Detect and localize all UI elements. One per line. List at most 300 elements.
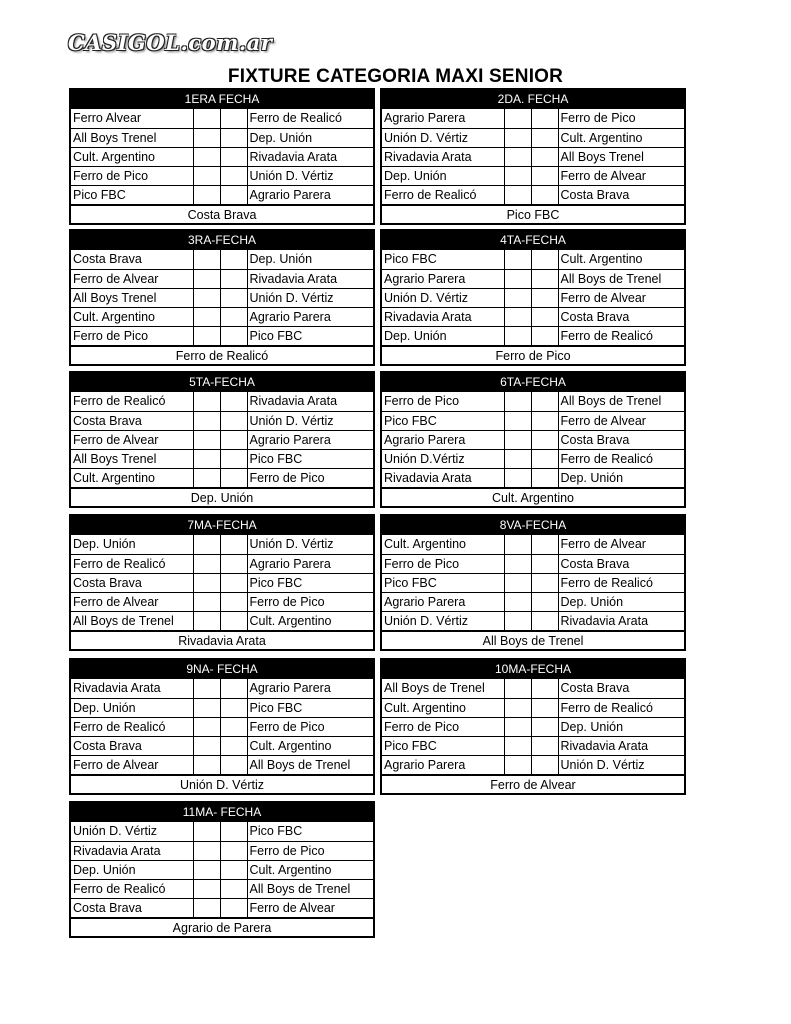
away-team: Ferro de Realicó [247,109,373,128]
away-score-cell [531,755,558,774]
home-team: Ferro de Pico [71,326,193,345]
away-team: Dep. Unión [558,592,684,611]
home-team: Ferro de Realicó [382,185,504,204]
away-team: Cult. Argentino [247,860,373,879]
home-score-cell [504,554,531,573]
away-score-cell [220,611,247,630]
away-score-cell [531,611,558,630]
away-team: Cult. Argentino [247,736,373,755]
away-team: Ferro de Pico [247,841,373,860]
fecha-header: 5TA-FECHA [71,373,373,392]
match-row [382,573,684,592]
home-score-cell [504,611,531,630]
away-score-cell [531,166,558,185]
away-score-cell [531,411,558,430]
away-team: Dep. Unión [558,468,684,487]
away-score-cell [220,592,247,611]
home-team: Pico FBC [382,250,504,269]
home-team: Cult. Argentino [71,468,193,487]
match-row [71,535,373,554]
home-score-cell [504,755,531,774]
home-score-cell [193,554,220,573]
away-score-cell [220,698,247,717]
home-team: Dep. Unión [71,535,193,554]
venue-label: Ferro de Pico [382,346,684,364]
fecha-block [380,658,686,795]
home-score-cell [504,269,531,288]
home-score-cell [193,822,220,841]
matches-table [71,109,373,205]
match-row [71,554,373,573]
home-score-cell [193,430,220,449]
away-team: Costa Brava [558,430,684,449]
matches-table [382,250,684,346]
home-team: Costa Brava [71,736,193,755]
match-row [71,326,373,345]
home-score-cell [504,698,531,717]
away-team: Rivadavia Arata [247,269,373,288]
match-row [382,250,684,269]
match-row [382,430,684,449]
home-team: Unión D. Vértiz [382,128,504,147]
away-score-cell [531,250,558,269]
home-team: Cult. Argentino [382,698,504,717]
match-row [382,449,684,468]
match-row [71,307,373,326]
home-team: Ferro de Pico [382,717,504,736]
home-team: Cult. Argentino [71,307,193,326]
home-score-cell [504,592,531,611]
home-team: Dep. Unión [71,860,193,879]
home-score-cell [193,147,220,166]
away-team: Unión D. Vértiz [247,166,373,185]
away-score-cell [220,449,247,468]
home-score-cell [504,449,531,468]
fecha-block [69,801,375,938]
away-team: All Boys de Trenel [558,392,684,411]
match-row [71,288,373,307]
match-row [382,679,684,698]
fecha-block [69,658,375,795]
match-row [382,411,684,430]
match-row [71,250,373,269]
match-row [71,468,373,487]
away-team: Ferro de Realicó [558,326,684,345]
match-row [71,430,373,449]
away-score-cell [220,679,247,698]
away-team: Agrario Parera [247,679,373,698]
home-score-cell [504,250,531,269]
away-score-cell [220,573,247,592]
away-score-cell [531,109,558,128]
home-team: Ferro de Realicó [71,554,193,573]
match-row [382,109,684,128]
home-team: Unión D. Vértiz [71,822,193,841]
matches-table [382,392,684,488]
away-team: All Boys de Trenel [558,269,684,288]
away-score-cell [531,392,558,411]
match-row [71,269,373,288]
home-team: Ferro de Realicó [71,879,193,898]
match-row [382,166,684,185]
away-team: All Boys de Trenel [247,879,373,898]
matches-table [71,535,373,631]
home-score-cell [504,392,531,411]
home-score-cell [193,468,220,487]
away-team: Ferro de Pico [247,717,373,736]
fecha-header: 1ERA FECHA [71,90,373,109]
match-row [382,288,684,307]
home-score-cell [193,288,220,307]
away-team: Dep. Unión [247,250,373,269]
home-score-cell [504,109,531,128]
away-team: Ferro de Pico [247,468,373,487]
away-score-cell [531,592,558,611]
away-team: Costa Brava [558,185,684,204]
home-score-cell [504,535,531,554]
home-team: Pico FBC [382,573,504,592]
match-row [71,449,373,468]
away-score-cell [531,269,558,288]
match-row [382,698,684,717]
home-team: Rivadavia Arata [71,841,193,860]
away-team: Pico FBC [247,822,373,841]
away-team: Ferro de Alvear [247,898,373,917]
away-team: Pico FBC [247,698,373,717]
home-score-cell [193,755,220,774]
home-team: Unión D.Vértiz [382,449,504,468]
fecha-header: 4TA-FECHA [382,231,684,250]
fecha-header: 11MA- FECHA [71,803,373,822]
away-team: Agrario Parera [247,554,373,573]
away-team: All Boys de Trenel [247,755,373,774]
home-team: Rivadavia Arata [71,679,193,698]
fecha-block [380,88,686,225]
home-team: Ferro de Pico [382,554,504,573]
home-score-cell [504,185,531,204]
away-score-cell [531,679,558,698]
away-team: Ferro de Alvear [558,535,684,554]
away-score-cell [531,326,558,345]
home-team: All Boys Trenel [71,128,193,147]
away-team: Cult. Argentino [247,611,373,630]
match-row [71,736,373,755]
away-team: Agrario Parera [247,430,373,449]
match-row [382,736,684,755]
venue-label: Ferro de Realicó [71,346,373,364]
venue-label: Pico FBC [382,205,684,223]
fecha-block [380,514,686,651]
match-row [71,147,373,166]
away-score-cell [220,185,247,204]
away-team: Agrario Parera [247,307,373,326]
venue-label: Cult. Argentino [382,488,684,506]
home-score-cell [193,250,220,269]
fecha-block [380,371,686,508]
home-team: Pico FBC [71,185,193,204]
fecha-header: 8VA-FECHA [382,516,684,535]
casigol-logo: CASIGOL.com.ar [68,30,273,55]
home-team: Costa Brava [71,898,193,917]
fecha-header: 10MA-FECHA [382,660,684,679]
home-score-cell [193,269,220,288]
match-row [382,554,684,573]
away-team: Ferro de Pico [558,109,684,128]
match-row [71,573,373,592]
match-row [71,898,373,917]
match-row [382,755,684,774]
away-score-cell [220,535,247,554]
home-team: Ferro de Alvear [71,755,193,774]
home-team: Unión D. Vértiz [382,288,504,307]
home-team: Ferro de Pico [382,392,504,411]
away-team: Ferro de Alvear [558,411,684,430]
away-team: Ferro de Alvear [558,288,684,307]
match-row [71,166,373,185]
away-score-cell [220,860,247,879]
away-score-cell [220,430,247,449]
home-score-cell [193,611,220,630]
home-score-cell [504,736,531,755]
away-team: Unión D. Vértiz [558,755,684,774]
home-score-cell [504,166,531,185]
away-score-cell [531,468,558,487]
match-row [382,269,684,288]
away-team: Unión D. Vértiz [247,288,373,307]
away-score-cell [220,307,247,326]
fecha-header: 3RA-FECHA [71,231,373,250]
home-team: Dep. Unión [382,166,504,185]
matches-table [71,822,373,918]
away-team: Ferro de Realicó [558,698,684,717]
matches-table [71,250,373,346]
away-team: Pico FBC [247,449,373,468]
home-score-cell [504,468,531,487]
match-row [382,326,684,345]
home-score-cell [193,898,220,917]
match-row [71,841,373,860]
fecha-block [69,371,375,508]
venue-label: All Boys de Trenel [382,631,684,649]
venue-label: Costa Brava [71,205,373,223]
matches-table [71,392,373,488]
venue-label: Agrario de Parera [71,918,373,936]
home-team: All Boys Trenel [71,449,193,468]
home-score-cell [193,592,220,611]
home-score-cell [193,698,220,717]
match-row [382,592,684,611]
away-score-cell [220,250,247,269]
match-row [71,879,373,898]
matches-table [382,679,684,775]
home-team: Ferro de Alvear [71,430,193,449]
away-score-cell [220,109,247,128]
home-team: Costa Brava [71,250,193,269]
away-team: Unión D. Vértiz [247,535,373,554]
match-row [71,860,373,879]
away-team: All Boys Trenel [558,147,684,166]
home-team: Cult. Argentino [382,535,504,554]
home-team: Unión D. Vértiz [382,611,504,630]
home-team: Agrario Parera [382,592,504,611]
fecha-header: 7MA-FECHA [71,516,373,535]
home-team: Agrario Parera [382,109,504,128]
away-score-cell [220,392,247,411]
home-score-cell [193,411,220,430]
away-team: Pico FBC [247,326,373,345]
home-team: Dep. Unión [71,698,193,717]
venue-label: Dep. Unión [71,488,373,506]
home-score-cell [193,535,220,554]
match-row [382,717,684,736]
fecha-header: 6TA-FECHA [382,373,684,392]
home-team: Costa Brava [71,411,193,430]
away-team: Ferro de Pico [247,592,373,611]
match-row [382,468,684,487]
away-score-cell [220,554,247,573]
away-team: Cult. Argentino [558,250,684,269]
away-score-cell [531,449,558,468]
match-row [71,109,373,128]
home-score-cell [193,879,220,898]
home-score-cell [193,841,220,860]
match-row [71,392,373,411]
home-score-cell [504,288,531,307]
away-score-cell [220,468,247,487]
home-score-cell [193,307,220,326]
fecha-header: 2DA. FECHA [382,90,684,109]
match-row [71,185,373,204]
home-score-cell [193,736,220,755]
match-row [382,535,684,554]
home-team: Costa Brava [71,573,193,592]
away-team: Costa Brava [558,679,684,698]
away-team: Dep. Unión [247,128,373,147]
match-row [71,128,373,147]
home-team: Rivadavia Arata [382,468,504,487]
home-score-cell [504,326,531,345]
home-team: Cult. Argentino [71,147,193,166]
home-team: Pico FBC [382,736,504,755]
match-row [382,307,684,326]
away-score-cell [220,326,247,345]
home-team: Ferro de Pico [71,166,193,185]
away-score-cell [220,717,247,736]
home-score-cell [504,679,531,698]
home-score-cell [193,860,220,879]
away-team: Ferro de Realicó [558,449,684,468]
away-score-cell [220,411,247,430]
home-team: All Boys Trenel [71,288,193,307]
away-score-cell [220,822,247,841]
matches-table [71,679,373,775]
home-score-cell [193,326,220,345]
away-score-cell [220,841,247,860]
away-score-cell [220,736,247,755]
home-score-cell [504,128,531,147]
away-score-cell [220,879,247,898]
away-score-cell [531,698,558,717]
away-score-cell [220,288,247,307]
home-team: Ferro de Alvear [71,269,193,288]
venue-label: Unión D. Vértiz [71,775,373,793]
fecha-header: 9NA- FECHA [71,660,373,679]
away-score-cell [220,755,247,774]
home-team: Rivadavia Arata [382,147,504,166]
away-team: Ferro de Alvear [558,166,684,185]
matches-table [382,109,684,205]
away-score-cell [220,166,247,185]
away-score-cell [531,185,558,204]
home-score-cell [193,392,220,411]
away-team: Rivadavia Arata [247,147,373,166]
match-row [382,392,684,411]
home-score-cell [193,128,220,147]
fecha-block [69,229,375,366]
home-team: Agrario Parera [382,269,504,288]
away-score-cell [531,128,558,147]
home-team: Ferro de Realicó [71,717,193,736]
away-score-cell [531,288,558,307]
match-row [382,128,684,147]
home-team: Ferro de Realicó [71,392,193,411]
away-score-cell [531,736,558,755]
home-score-cell [193,573,220,592]
away-team: Pico FBC [247,573,373,592]
home-team: Rivadavia Arata [382,307,504,326]
home-team: Ferro Alvear [71,109,193,128]
away-team: Costa Brava [558,554,684,573]
home-score-cell [504,307,531,326]
home-score-cell [193,166,220,185]
match-row [382,147,684,166]
away-team: Agrario Parera [247,185,373,204]
match-row [71,717,373,736]
home-score-cell [504,573,531,592]
home-team: Pico FBC [382,411,504,430]
home-score-cell [193,185,220,204]
home-team: Dep. Unión [382,326,504,345]
away-team: Costa Brava [558,307,684,326]
home-score-cell [504,147,531,166]
away-score-cell [531,573,558,592]
match-row [71,755,373,774]
away-score-cell [220,147,247,166]
away-score-cell [531,307,558,326]
venue-label: Ferro de Alvear [382,775,684,793]
away-team: Rivadavia Arata [558,611,684,630]
home-score-cell [193,449,220,468]
match-row [71,698,373,717]
match-row [71,611,373,630]
page-title: FIXTURE CATEGORIA MAXI SENIOR [227,66,564,87]
home-score-cell [504,430,531,449]
away-score-cell [220,898,247,917]
home-team: Agrario Parera [382,430,504,449]
away-team: Cult. Argentino [558,128,684,147]
away-score-cell [531,147,558,166]
match-row [382,611,684,630]
away-team: Ferro de Realicó [558,573,684,592]
away-score-cell [220,128,247,147]
home-team: Agrario Parera [382,755,504,774]
away-team: Rivadavia Arata [558,736,684,755]
away-score-cell [531,430,558,449]
home-team: All Boys de Trenel [71,611,193,630]
match-row [71,822,373,841]
match-row [71,411,373,430]
home-score-cell [193,679,220,698]
